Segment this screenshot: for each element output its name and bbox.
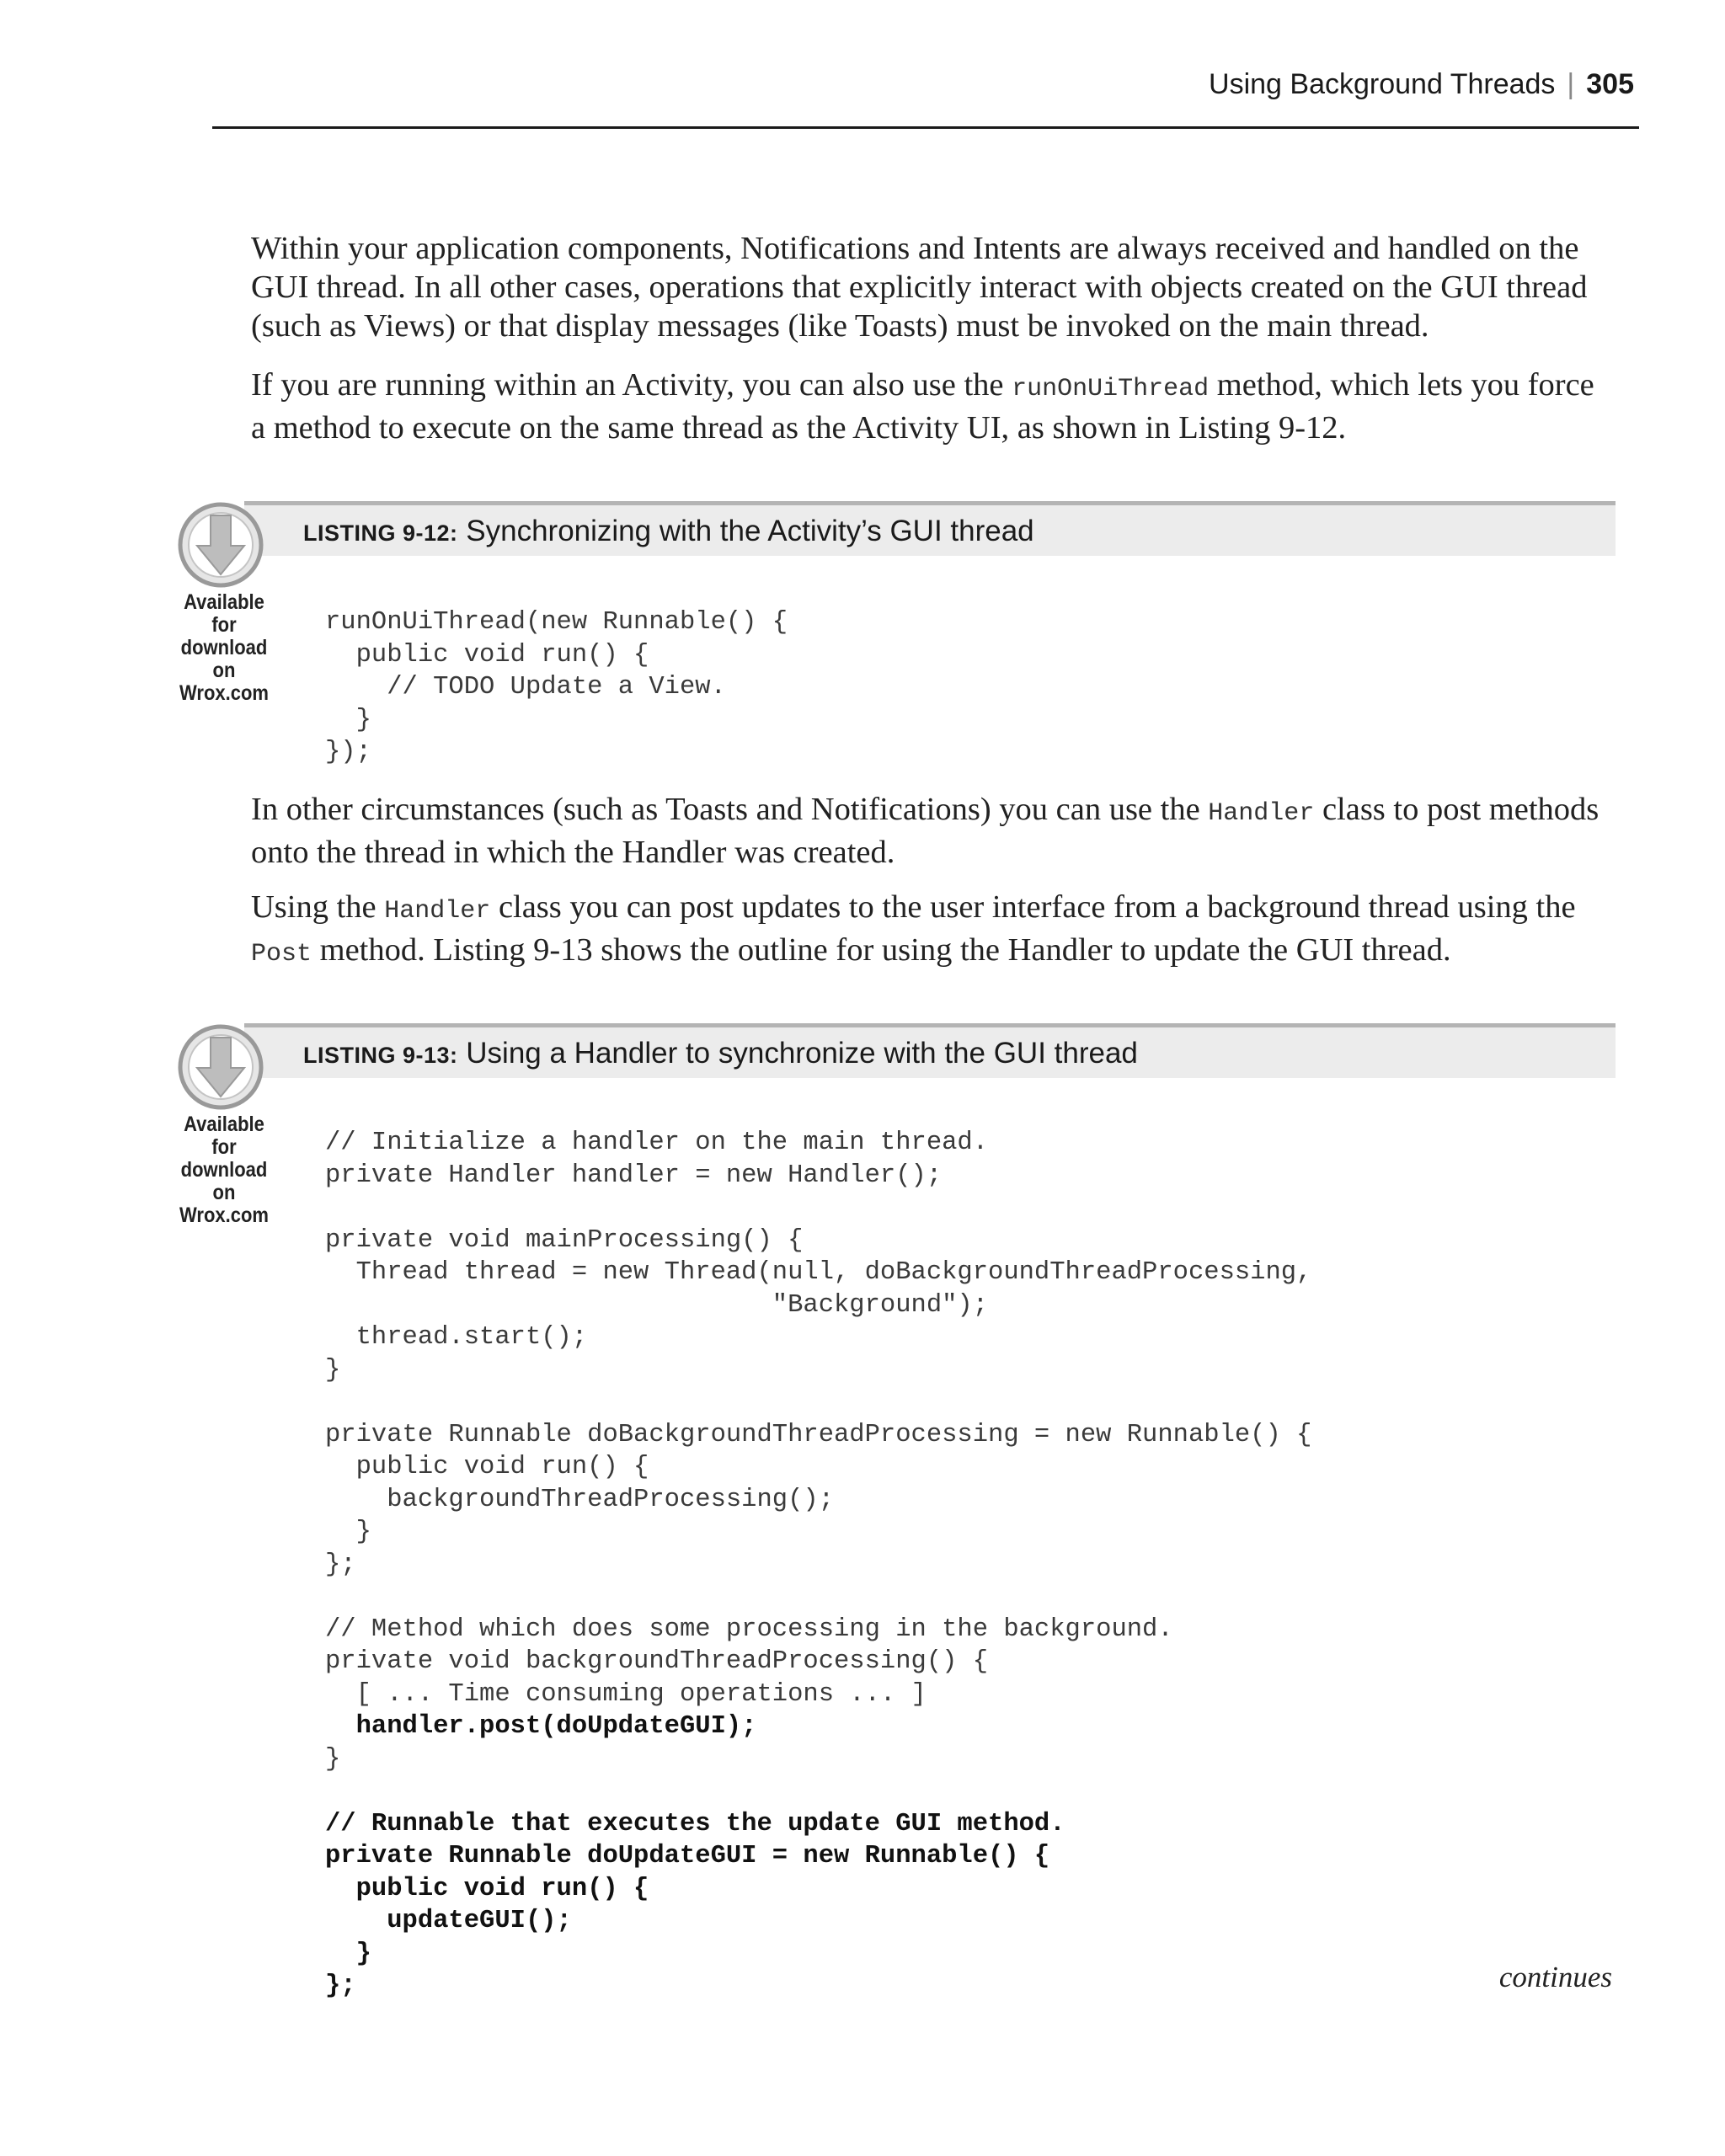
code-line: private void mainProcessing() {: [325, 1225, 804, 1255]
paragraph-1: [251, 229, 1616, 345]
paragraph-line: (such as Views) or that display messages (like Toasts) must be invoked on the main thread.: [251, 308, 1429, 344]
code-line: // TODO Update a View.: [325, 673, 726, 702]
text-run: method. Listing 9-13 shows the outline for using the Handler to update the GUI thread.: [312, 932, 1451, 968]
badge-line: Wrox.com: [179, 1203, 269, 1227]
code-line: private Runnable doUpdateGUI = new Runnable() {: [325, 1842, 1050, 1870]
code-line: Thread thread = new Thread(null, doBackgroundThreadProcessing,: [325, 1258, 1312, 1287]
text-run: Using the: [251, 889, 385, 925]
paragraph-4: [251, 888, 1616, 974]
running-header: [212, 62, 1639, 129]
text-run: class to post methods: [1314, 792, 1599, 827]
section-title: Using Background Threads: [1209, 68, 1556, 100]
code-line: [325, 1581, 1311, 1614]
badge-line: Available for: [184, 590, 264, 637]
listing-title: [303, 512, 1034, 552]
code-line: handler.post(doUpdateGUI);: [325, 1712, 757, 1741]
inline-code: runOnUiThread: [1012, 375, 1210, 403]
code-line: backgroundThreadProcessing();: [325, 1485, 834, 1514]
listing-caption: Synchronizing with the Activity’s GUI thread: [466, 515, 1034, 547]
code-line: };: [325, 1972, 356, 2000]
listing-title: [303, 1034, 1138, 1075]
paragraph-3: [251, 790, 1616, 872]
code-line: runOnUiThread(new Runnable() {: [325, 608, 788, 637]
paragraph-line: [251, 931, 1616, 974]
code-line: "Background");: [325, 1290, 989, 1320]
code-line: updateGUI();: [325, 1907, 572, 1935]
code-line: }: [325, 1939, 371, 1968]
listing-9-13-code: [325, 1127, 1311, 2003]
badge-line: Available for: [184, 1113, 264, 1159]
code-line: private Runnable doBackgroundThreadProcessing = new Runnable() {: [325, 1420, 1312, 1449]
listing-label: LISTING 9-13:: [303, 1043, 458, 1068]
header-text: [1209, 66, 1634, 103]
code-line: }: [325, 1355, 341, 1385]
code-line: });: [325, 738, 371, 766]
listing-9-12-code: [325, 606, 788, 769]
code-line: [325, 1192, 1311, 1225]
paragraph-line: Within your application components, Notifications and Intents are always received and handled on the: [251, 231, 1579, 266]
text-run: If you are running within an Activity, you can also use the: [251, 367, 1012, 403]
inline-code: Handler: [384, 897, 491, 926]
badge-line: download on: [180, 636, 268, 682]
download-badge-text: [162, 1113, 286, 1227]
code-line: public void run() {: [325, 640, 649, 670]
code-line: }: [325, 705, 371, 734]
code-line: [325, 1386, 1311, 1419]
paragraph-line: a method to execute on the same thread as the Activity UI, as shown in Listing 9-12.: [251, 410, 1347, 446]
continues-note: continues: [1498, 1961, 1612, 1993]
text-run: class you can post updates to the user interface from a background thread using the: [490, 889, 1576, 925]
paragraph-line: [251, 888, 1616, 931]
code-line: [325, 1775, 1311, 1808]
code-line: public void run() {: [325, 1874, 649, 1903]
page-number: 305: [1586, 68, 1634, 100]
code-line: thread.start();: [325, 1323, 588, 1352]
code-line: private Handler handler = new Handler();: [325, 1161, 943, 1190]
listing-9-12-header: [244, 501, 1616, 556]
paragraph-line: onto the thread in which the Handler was created.: [251, 835, 895, 870]
text-run: In other circumstances (such as Toasts and Notifications) you can use the: [251, 792, 1209, 827]
paragraph-line: GUI thread. In all other cases, operations that explicitly interact with objects created on the GUI thread: [251, 270, 1588, 305]
paragraph-line: [251, 366, 1616, 408]
header-separator: |: [1567, 68, 1575, 100]
code-line: }: [325, 1518, 371, 1546]
text-run: method, which lets you force: [1209, 367, 1594, 403]
download-badge-text: [162, 591, 286, 705]
code-line: [ ... Time consuming operations ... ]: [325, 1679, 927, 1709]
inline-code: Handler: [1208, 799, 1315, 828]
code-line: public void run() {: [325, 1453, 649, 1481]
inline-code: Post: [251, 940, 312, 969]
code-line: private void backgroundThreadProcessing() {: [325, 1647, 989, 1676]
listing-label: LISTING 9-12:: [303, 520, 458, 546]
badge-line: Wrox.com: [179, 681, 269, 705]
paragraph-line: [251, 790, 1616, 833]
code-line: // Method which does some processing in the background.: [325, 1614, 1173, 1644]
code-line: // Initialize a handler on the main thread.: [325, 1129, 989, 1157]
listing-caption: Using a Handler to synchronize with the GUI thread: [466, 1037, 1138, 1070]
code-line: // Runnable that executes the update GUI method.: [325, 1809, 1065, 1838]
download-arrow-icon: [174, 1024, 268, 1110]
listing-9-13-header: [244, 1023, 1616, 1078]
paragraph-2: [251, 366, 1616, 447]
code-line: }: [325, 1744, 341, 1774]
code-line: };: [325, 1550, 356, 1579]
download-arrow-icon: [174, 502, 268, 588]
badge-line: download on: [180, 1158, 268, 1204]
